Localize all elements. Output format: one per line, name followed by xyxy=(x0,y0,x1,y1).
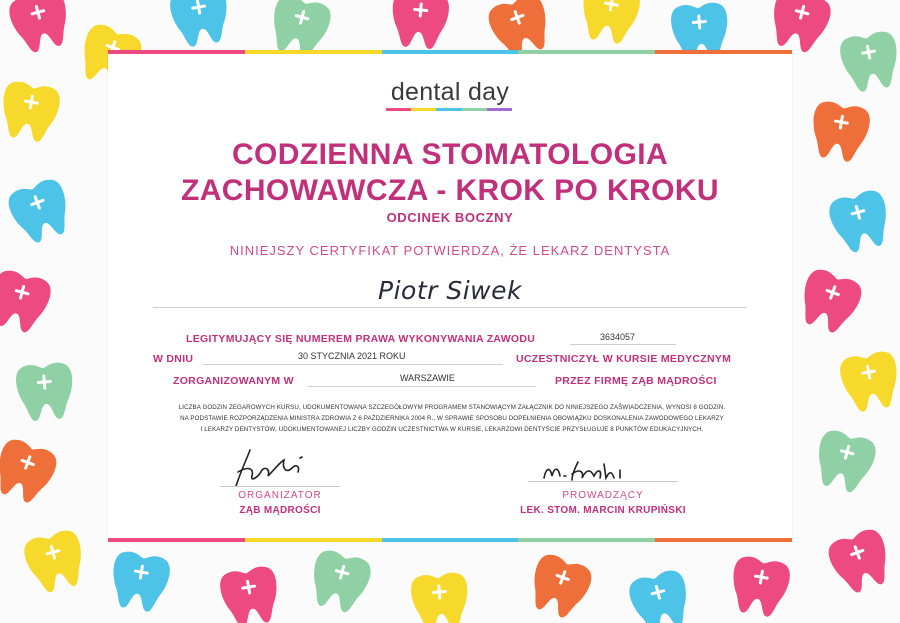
tooth-icon xyxy=(793,266,865,338)
license-underline xyxy=(570,344,676,345)
tooth-icon xyxy=(6,0,75,56)
lecturer-role: PROWADZĄCY xyxy=(562,490,644,501)
organizer-signature xyxy=(228,448,318,490)
lecturer-signature-line xyxy=(528,481,678,482)
tooth-icon xyxy=(389,0,450,50)
tooth-icon xyxy=(765,0,834,56)
tooth-icon xyxy=(838,29,900,94)
license-label: LEGITYMUJĄCY SIĘ NUMEREM PRAWA WYKONYWANIA ZAWODU xyxy=(186,333,536,345)
confirmation-text: NINIEJSZY CERTYFIKAT POTWIERDZA, ŻE LEKARZ DENTYSTA xyxy=(229,243,671,258)
tooth-icon xyxy=(410,571,471,623)
tooth-icon xyxy=(810,427,879,496)
tooth-icon xyxy=(626,567,695,623)
tooth-icon xyxy=(0,267,54,336)
organizer-role: ORGANIZATOR xyxy=(238,490,322,501)
tooth-icon xyxy=(0,436,60,508)
course-title-line2: ZACHOWAWCZA - KROK PO KROKU xyxy=(181,174,719,207)
city-underline xyxy=(308,386,536,387)
tooth-icon xyxy=(15,361,76,422)
tooth-icon xyxy=(838,349,900,414)
bottom-color-stripe xyxy=(108,538,792,542)
legal-line: NA PODSTAWIE ROZPORZĄDZENIA MINISTRA ZDROWIA Z 6 PAŹDZIERNIKA 2004 R., W SPRAWIE SPOSOBU DOPEŁNIENIA OBOWIĄZKU DOSKONALENIA ZAWODOWEGO LEKARZY xyxy=(180,415,724,422)
course-subtitle: ODCINEK BOCZNY xyxy=(386,210,514,225)
date-value: 30 STYCZNIA 2021 ROKU xyxy=(298,351,406,361)
city-value: WARSZAWIE xyxy=(400,373,455,383)
organized-label: ZORGANIZOWANYM W xyxy=(173,375,294,387)
organizer-signature-line xyxy=(220,486,340,487)
legal-notice xyxy=(152,402,752,435)
tooth-icon xyxy=(168,0,233,49)
license-number: 3634057 xyxy=(600,332,636,342)
tooth-icon xyxy=(807,99,872,164)
certificate-card xyxy=(108,50,792,542)
legal-line: I LEKARZY DENTYSTÓW, UDOKUMENTOWANEJ LICZBY GODZIN UCZESTNICTWA W KURSIE, LEKARZOWI DENTYŚCIE PRZYSŁUGUJE 8 PUNKTÓW EDUKACYJNYCH. xyxy=(200,426,704,433)
top-color-stripe xyxy=(108,50,792,54)
logo-underline xyxy=(386,108,512,111)
tooth-icon xyxy=(577,0,642,46)
recipient-name: Piotr Siwek xyxy=(378,276,522,305)
date-label: W DNIU xyxy=(153,353,194,365)
company-label: PRZEZ FIRMĘ ZĄB MĄDROŚCI xyxy=(555,375,717,387)
tooth-icon xyxy=(523,551,595,623)
dental-day-logo: dental day xyxy=(390,78,510,106)
date-underline xyxy=(203,364,503,365)
name-underline xyxy=(153,307,747,308)
tooth-icon xyxy=(0,79,62,144)
organizer-name: ZĄB MĄDROŚCI xyxy=(239,505,321,516)
lecturer-name: LEK. STOM. MARCIN KRUPIŃSKI xyxy=(520,505,686,516)
tooth-icon xyxy=(727,554,792,619)
course-title-line1: CODZIENNA STOMATOLOGIA xyxy=(231,138,669,171)
tooth-icon xyxy=(21,527,90,596)
tooth-icon xyxy=(5,176,77,248)
tooth-icon xyxy=(825,526,897,598)
tooth-icon xyxy=(305,547,374,616)
legal-line: LICZBA GODZIN ZEGAROWYCH KURSU, UDOKUMENTOWANA SZCZEGÓŁOWYM PROGRAMEM STANOWIĄCYM ZAŁĄCZNIK DO NINIEJSZEGO ZAŚWIADCZENIA, WYNOSI 8 GODZIN. xyxy=(178,404,726,411)
tooth-icon xyxy=(107,549,172,614)
participated-label: UCZESTNICZYŁ W KURSIE MEDYCZNYM xyxy=(516,353,732,365)
tooth-icon xyxy=(826,187,895,256)
tooth-icon xyxy=(218,564,283,623)
